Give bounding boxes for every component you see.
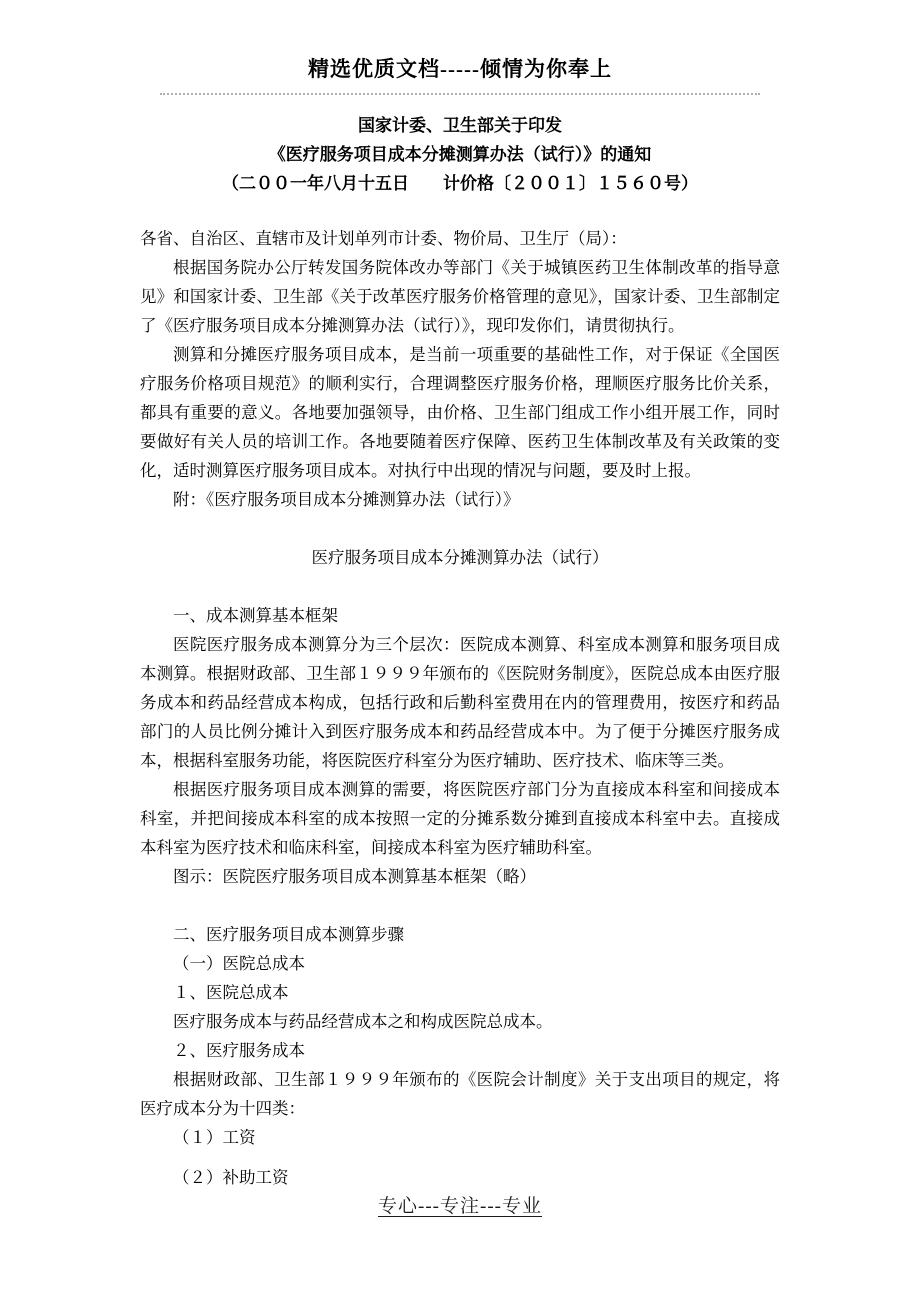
- addressee-line: 各省、自治区、直辖市及计划单列市计委、物价局、卫生厅（局）：: [140, 229, 627, 248]
- paragraph-framework-2: 根据医疗服务项目成本测算的需要，将医院医疗部门分为直接成本科室和间接成本科室，并把间接成本科室的成本按照一定的分摊系数分摊到直接成本科室中去。直接成本科室为医疗技术和临床科室，间接成本科室为医疗辅助科室。: [140, 780, 780, 857]
- notice-title-line2: 《医疗服务项目成本分摊测算办法（试行）》的通知: [268, 145, 652, 164]
- diagram-note: 图示：医院医疗服务项目成本测算基本框架（略）: [173, 867, 536, 886]
- paragraph-importance: 测算和分摊医疗服务项目成本，是当前一项重要的基础性工作，对于保证《全国医疗服务价格项目规范》的顺利实行，合理调整医疗服务价格，理顺医疗服务比价关系，都具有重要的意义。各地要加强领导，由价格、卫生部门组成工作小组开展工作，同时要做好有关人员的培训工作。各地要随着医疗保障、医药卫生体制改革及有关政策的变化，适时测算医疗服务项目成本。对执行中出现的情况与问题，要及时上报。: [140, 345, 780, 480]
- attachment-line: 附：《医疗服务项目成本分摊测算办法（试行）》: [173, 490, 520, 509]
- header-divider: [160, 93, 760, 95]
- notice-title-line1: 国家计委、卫生部关于印发: [358, 116, 562, 135]
- paragraph-categories: 根据财政部、卫生部１９９９年颁布的《医院会计制度》关于支出项目的规定，将医疗成本分为十四类：: [140, 1070, 780, 1118]
- paragraph-intro: 根据国务院办公厅转发国务院体改办等部门《关于城镇医药卫生体制改革的指导意见》和国家计委、卫生部《关于改革医疗服务价格管理的意见》，国家计委、卫生部制定了《医疗服务项目成本分摊测算办法（试行）》，现印发你们，请贯彻执行。: [140, 258, 780, 335]
- paragraph-total-cost: 医疗服务成本与药品经营成本之和构成医院总成本。: [173, 1012, 553, 1031]
- notice-title-block: [140, 111, 780, 198]
- section-1-heading: 一、成本测算基本框架: [173, 606, 338, 625]
- subsection-1-heading: （一）医院总成本: [173, 954, 305, 973]
- category-item-2: （２）补助工资: [173, 1168, 289, 1187]
- category-item-1: （１）工资: [173, 1128, 256, 1147]
- page-header: [140, 54, 780, 95]
- notice-date-docnumber: （二００一年八月十五日 计价格〔２００１〕１５６０号）: [222, 174, 698, 193]
- section-2-heading: 二、医疗服务项目成本测算步骤: [173, 925, 404, 944]
- paragraph-framework-1: 医院医疗服务成本测算分为三个层次：医院成本测算、科室成本测算和服务项目成本测算。根据财政部、卫生部１９９９年颁布的《医院财务制度》，医院总成本由医疗服务成本和药品经营成本构成，包括行政和后勤科室费用在内的管理费用，按医疗和药品部门的人员比例分摊计入到医疗服务成本和药品经营成本中。为了便于分摊医疗服务成本，根据科室服务功能，将医院医疗科室分为医疗辅助、医疗技术、临床等三类。: [140, 635, 780, 770]
- item-1-heading: １、医院总成本: [173, 983, 289, 1002]
- promo-header-text: 精选优质文档-----倾情为你奉上: [308, 57, 612, 81]
- item-2-heading: ２、医疗服务成本: [173, 1041, 305, 1060]
- footer-slogan: 专心---专注---专业: [378, 1196, 542, 1217]
- measures-title: 医疗服务项目成本分摊测算办法（试行）: [311, 548, 609, 567]
- document-body: [140, 224, 780, 1192]
